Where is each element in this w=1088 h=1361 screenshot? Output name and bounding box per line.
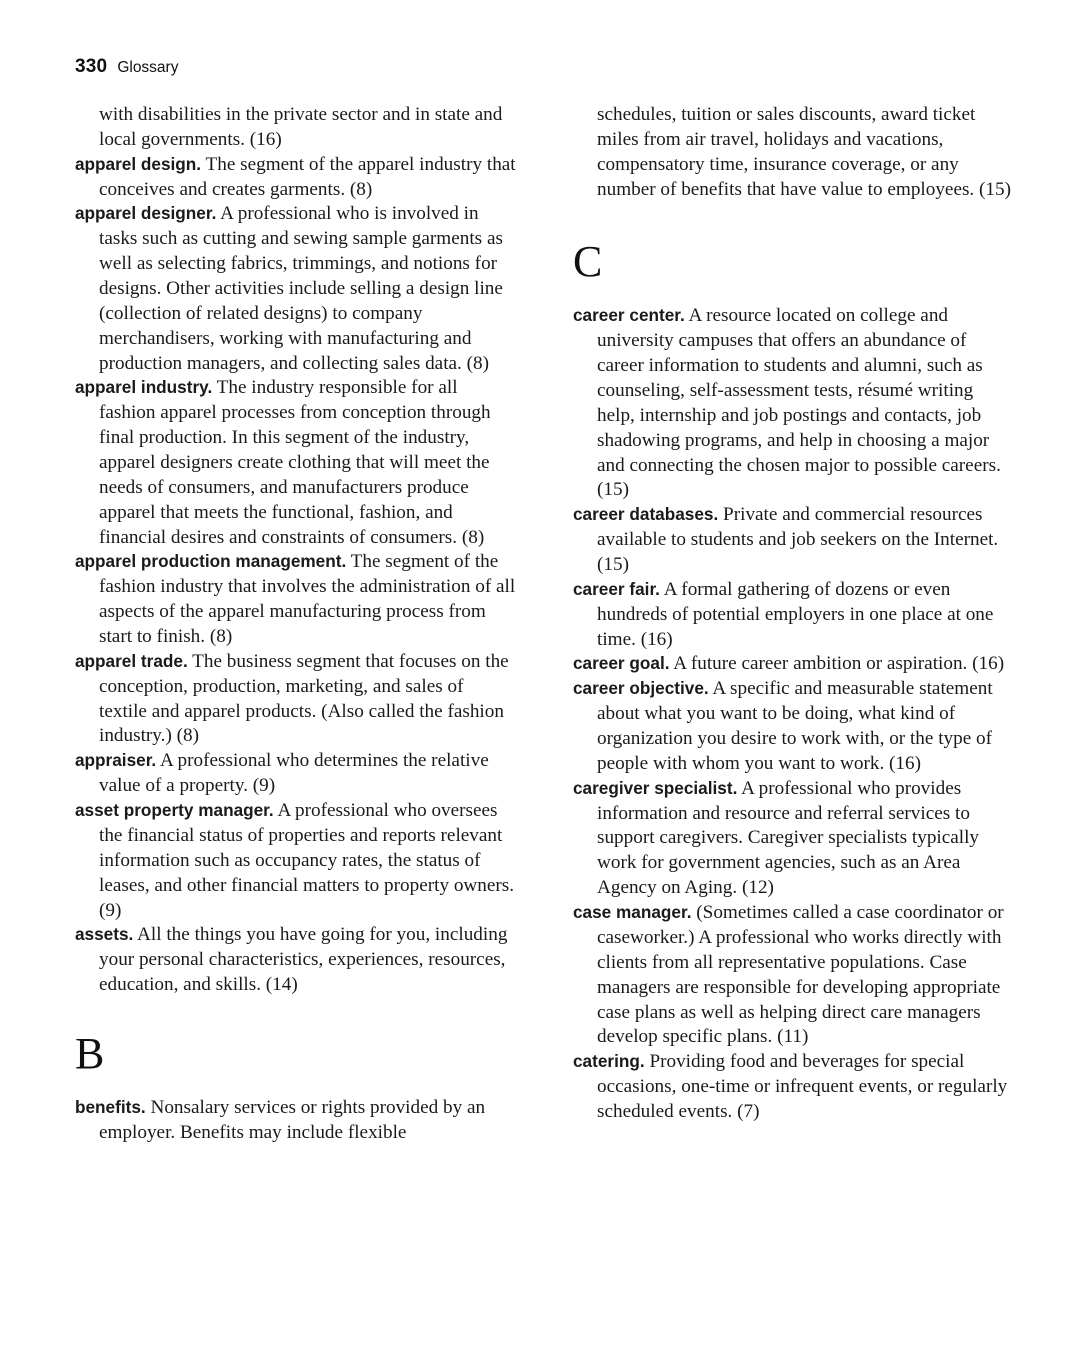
entry-term: case manager. <box>573 902 692 923</box>
entry-term: apparel trade. <box>75 650 188 671</box>
glossary-entry <box>75 153 516 203</box>
entry-term: career goal. <box>573 653 670 674</box>
glossary-entry <box>573 503 1014 578</box>
entry-definition: A professional who determines the relative value of a property. (9) <box>99 750 489 797</box>
entry-definition: A professional who oversees the financial status of properties and reports relevant information such as occupancy rates, the status of leases, and other financial matters to property owners. (9) <box>99 800 515 921</box>
entry-term: apparel production management. <box>75 551 347 572</box>
entry-definition: The segment of the fashion industry that involves the administration of all aspects of the apparel manufacturing process from start to finish. (8) <box>99 551 516 648</box>
glossary-entry <box>75 749 516 799</box>
entry-term: benefits. <box>75 1096 146 1117</box>
page-number: 330 <box>75 56 108 77</box>
entry-term: apparel industry. <box>75 377 213 398</box>
letter-heading-b: B <box>75 1028 105 1078</box>
left-column <box>75 103 516 1146</box>
entry-definition: Providing food and beverages for special occasions, one-time or infrequent events, or regularly scheduled events. (7) <box>597 1051 1008 1122</box>
glossary-entry <box>75 376 516 550</box>
glossary-entry <box>75 550 516 649</box>
entry-term: career objective. <box>573 678 709 699</box>
entry-definition: A specific and measurable statement about what you want to be doing, what kind of organization you desire to work with, or the type of people with whom you want to work. (16) <box>597 678 993 774</box>
glossary-entry <box>75 923 516 998</box>
entry-definition: Private and commercial resources available to students and job seekers on the Internet. (15) <box>597 504 999 576</box>
entry-definition: Nonsalary services or rights provided by an employer. Benefits may include flexible <box>99 1096 486 1143</box>
entry-definition: A formal gathering of dozens or even hundreds of potential employers in one place at one time. (16) <box>597 578 994 650</box>
glossary-entry <box>75 650 516 749</box>
glossary-entry <box>573 777 1014 901</box>
entry-term: appraiser. <box>75 750 157 771</box>
running-head: Glossary <box>117 59 179 76</box>
entry-term: career fair. <box>573 578 660 599</box>
entry-term: career databases. <box>573 504 719 525</box>
glossary-entry <box>573 578 1014 653</box>
right-column <box>573 103 1014 1146</box>
entry-definition: (Sometimes called a case coordinator or caseworker.) A professional who works directly with clients from all representative populations. Case managers are responsible for developing appropriate case plans as well as helping direct care managers develop specific plans. (11) <box>597 902 1004 1048</box>
entry-term: assets. <box>75 924 134 945</box>
glossary-entry <box>75 799 516 923</box>
entry-term: asset property manager. <box>75 800 274 821</box>
glossary-entry <box>75 1096 516 1146</box>
page-header <box>75 56 178 78</box>
entry-term: apparel design. <box>75 153 202 174</box>
entry-definition: The industry responsible for all fashion apparel processes from conception through final production. In this segment of the industry, apparel designers create clothing that will meet the needs of consumers, and manufacturers produce apparel that meets the functional, fashion, and financial desires and constraints of consumers. (8) <box>99 377 491 548</box>
entry-definition: All the things you have going for you, including your personal characteristics, experiences, resources, education, and skills. (14) <box>99 924 508 996</box>
glossary-entry <box>573 901 1014 1050</box>
entry-definition: A future career ambition or aspiration. (16) <box>669 653 1005 675</box>
glossary-entry <box>75 202 516 376</box>
entry-term: caregiver specialist. <box>573 777 738 798</box>
glossary-entry <box>573 1050 1014 1125</box>
entry-continuation: with disabilities in the private sector and in state and local governments. (16) <box>99 104 503 150</box>
entry-definition: The business segment that focuses on the conception, production, marketing, and sales of textile and apparel products. (Also called the fashion industry.) (8) <box>99 650 509 747</box>
glossary-entry <box>573 652 1014 677</box>
glossary-entry <box>573 677 1014 776</box>
entry-definition: A professional who provides information and resource and referral services to support caregivers. Caregiver specialists typically work for government agencies, such as an Area Agency on Aging. (12) <box>597 777 980 899</box>
entry-term: apparel designer. <box>75 203 217 224</box>
entry-definition: The segment of the apparel industry that conceives and creates garments. (8) <box>99 153 516 200</box>
entry-definition: A professional who is involved in tasks such as cutting and sewing sample garments as well as selecting fabrics, trimmings, and notions for designs. Other activities include selling a design line (collection of related designs) to company merchandisers, working with manufacturing and production managers, and collecting sales data. (8) <box>99 203 503 374</box>
glossary-entry <box>573 304 1014 503</box>
letter-heading-c: C <box>573 237 603 287</box>
entry-term: catering. <box>573 1051 645 1072</box>
entry-continuation: schedules, tuition or sales discounts, award ticket miles from air travel, holidays and vacations, compensatory time, insurance coverage, or any number of benefits that have value to employees. (15) <box>597 104 1011 200</box>
entry-definition: A resource located on college and university campuses that offers an abundance of career information to students and alumni, such as counseling, self-assessment tests, résumé writing help, internship and job postings and contacts, job shadowing programs, and help in choosing a major and connecting the chosen major to possible careers. (15) <box>597 305 1001 501</box>
glossary-columns <box>75 103 1015 1146</box>
entry-term: career center. <box>573 305 685 326</box>
